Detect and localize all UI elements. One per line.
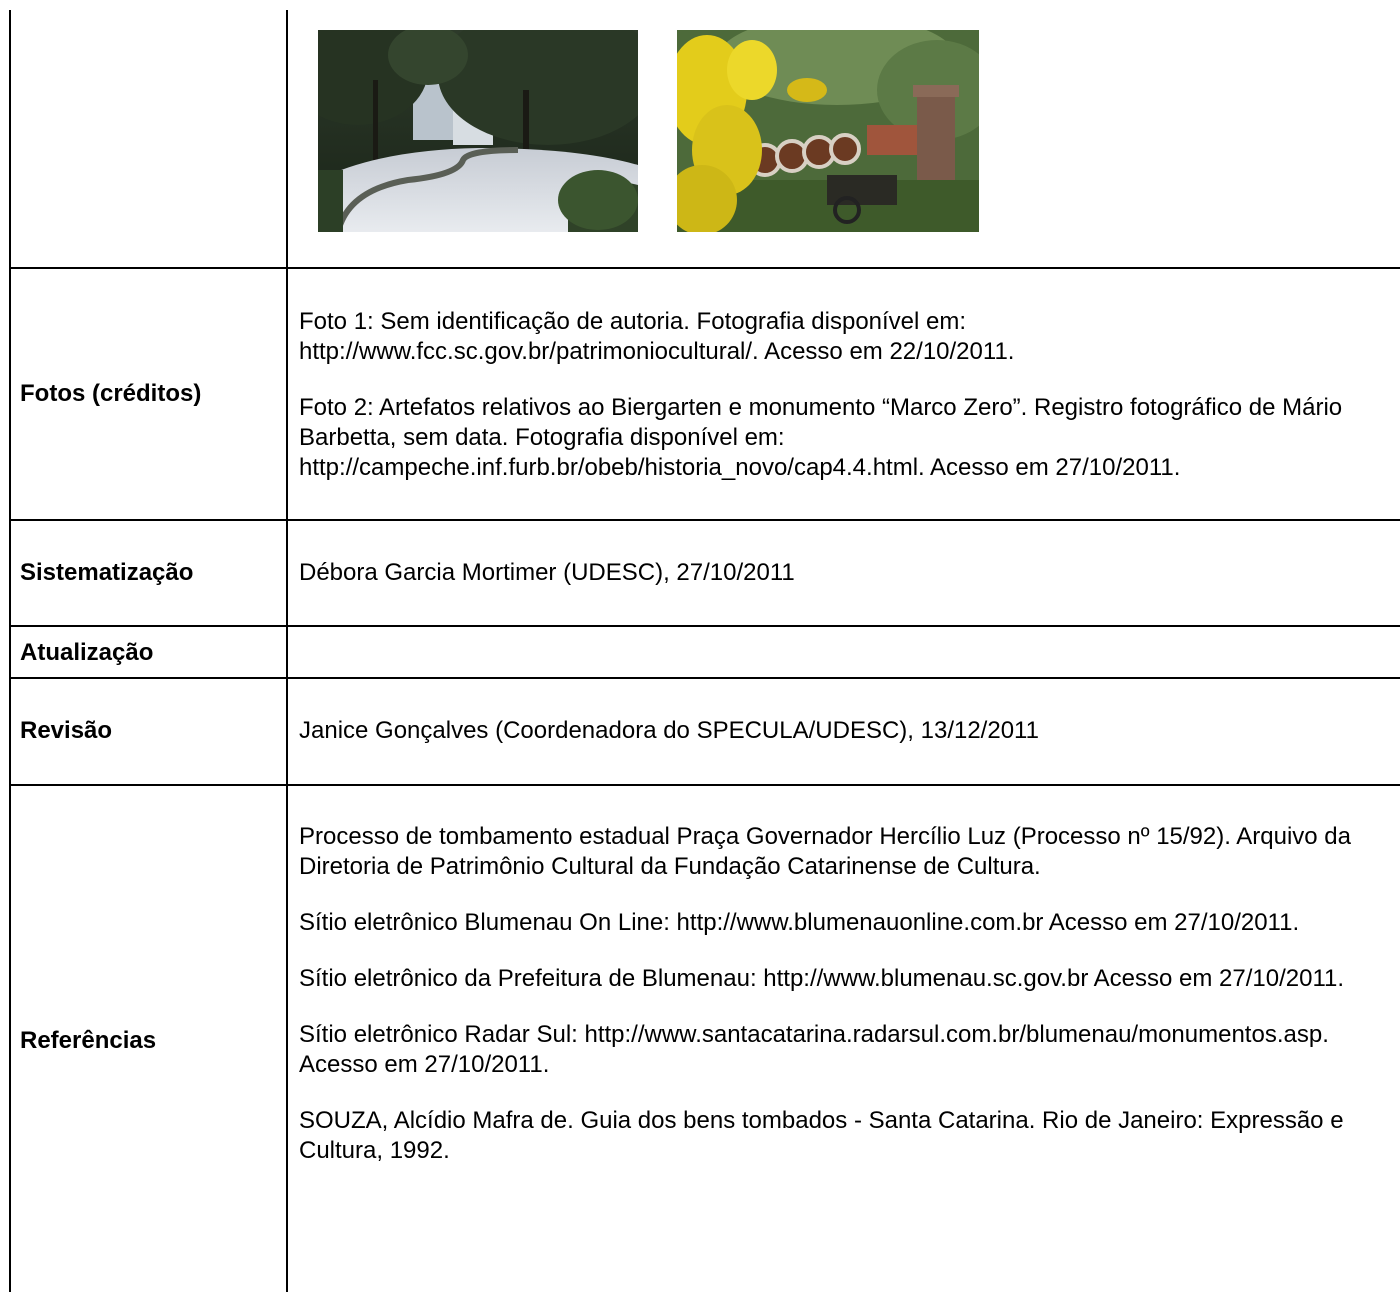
- row-divider: [9, 267, 1400, 269]
- reference-item: Sítio eletrônico da Prefeitura de Blumenau: http://www.blumenau.sc.gov.br Acesso em 27/10/2011.: [299, 965, 1345, 992]
- row-label-revisao: Revisão: [20, 717, 113, 744]
- reference-item: SOUZA, Alcídio Mafra de. Guia dos bens tombados - Santa Catarina. Rio de Janeiro: Expressão e Cultura, 1992.: [299, 1107, 1344, 1164]
- table-column-divider: [286, 10, 288, 1292]
- photo-2-credit: Foto 2: Artefatos relativos ao Biergarten e monumento “Marco Zero”. Registro fotográfico de Mário Barbetta, sem data. Fotografia disponível em: http://campeche.inf.furb.br/obeb/historia_novo/cap4.4.html. Acesso em 27/10/2011.: [299, 394, 1343, 481]
- row-divider: [9, 625, 1400, 627]
- reference-item: Processo de tombamento estadual Praça Governador Hercílio Luz (Processo nº 15/92). Arquivo da Diretoria de Patrimônio Cultural da Fundação Catarinense de Cultura.: [299, 823, 1351, 880]
- row-label-fotos-creditos: Fotos (créditos): [20, 380, 202, 407]
- references-list: [299, 822, 1394, 1166]
- reference-item: Sítio eletrônico Radar Sul: http://www.santacatarina.radarsul.com.br/blumenau/monumentos.asp. Acesso em 27/10/2011.: [299, 1021, 1329, 1078]
- row-divider: [9, 519, 1400, 521]
- table-left-border: [9, 10, 11, 1292]
- row-label-sistematizacao: Sistematização: [20, 559, 194, 586]
- row-divider: [9, 784, 1400, 786]
- row-divider: [9, 677, 1400, 679]
- photo-1: [318, 30, 638, 232]
- biergarten-monument-photo: [677, 30, 979, 232]
- photo-credits: [299, 307, 1394, 483]
- row-label-atualizacao: Atualização: [20, 639, 154, 666]
- sistematizacao-value: Débora Garcia Mortimer (UDESC), 27/10/2011: [299, 559, 795, 586]
- row-label-referencias: Referências: [20, 1027, 157, 1054]
- reference-item: Sítio eletrônico Blumenau On Line: http://www.blumenauonline.com.br Acesso em 27/10/2011.: [299, 909, 1300, 936]
- photo-2: [677, 30, 979, 232]
- park-path-photo: [318, 30, 638, 232]
- revisao-value: Janice Gonçalves (Coordenadora do SPECULA/UDESC), 13/12/2011: [299, 717, 1039, 744]
- photo-1-credit: Foto 1: Sem identificação de autoria. Fotografia disponível em: http://www.fcc.sc.gov.br/patrimoniocultural/. Acesso em 22/10/2011.: [299, 308, 1015, 365]
